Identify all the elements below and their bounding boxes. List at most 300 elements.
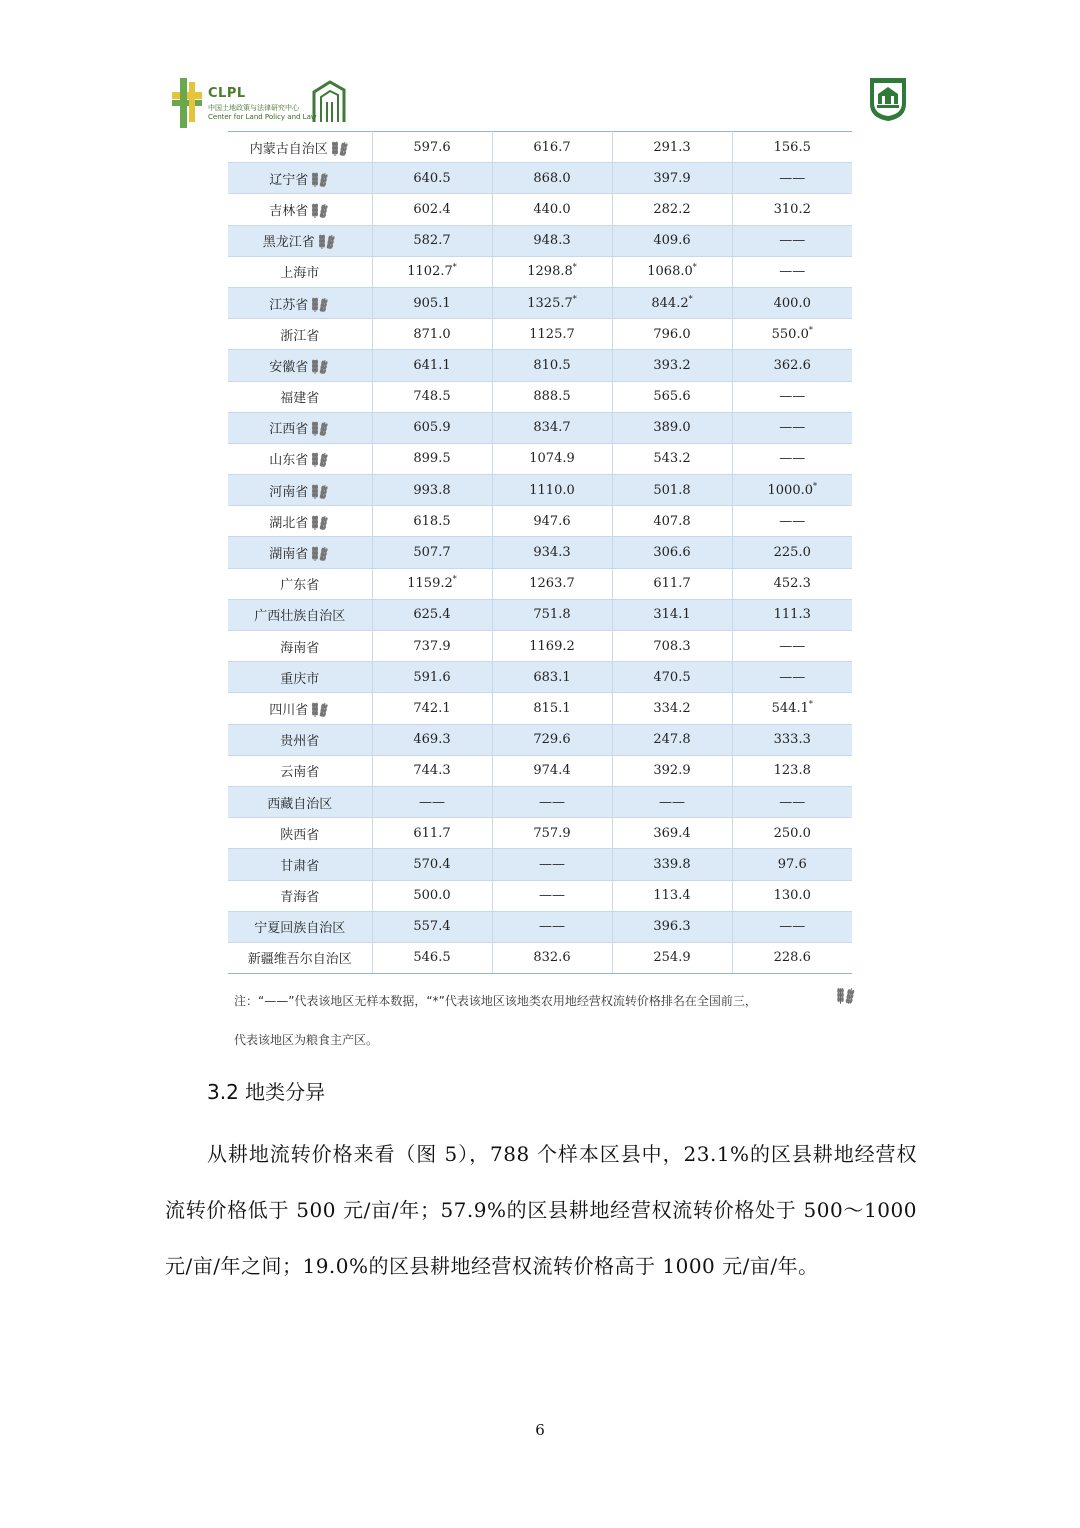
price-value: 1110.0	[529, 482, 575, 498]
price-cell	[492, 693, 612, 724]
price-value: 557.4	[413, 919, 451, 935]
table-row	[228, 319, 852, 350]
grain-wheat-icon	[310, 357, 330, 375]
table-row	[228, 849, 852, 880]
region-name: 贵州省	[280, 734, 320, 750]
price-value: 333.3	[773, 732, 811, 748]
grain-wheat-icon	[835, 985, 857, 1005]
price-value: 389.0	[653, 420, 691, 436]
price-value: 123.8	[773, 763, 811, 779]
region-name: 重庆市	[280, 671, 320, 687]
region-name: 吉林省	[269, 203, 309, 219]
price-value: 570.4	[413, 856, 451, 872]
price-value: 156.5	[773, 139, 811, 155]
region-cell	[228, 381, 372, 412]
price-cell	[372, 132, 492, 163]
price-value: 757.9	[533, 825, 571, 841]
price-cell	[372, 475, 492, 506]
region-cell	[228, 319, 372, 350]
region-cell	[228, 599, 372, 630]
price-cell	[732, 942, 852, 973]
table-row	[228, 350, 852, 381]
price-cell	[372, 693, 492, 724]
price-value: 291.3	[653, 139, 691, 155]
price-cell	[732, 225, 852, 256]
price-value: 546.5	[413, 950, 451, 966]
table-row	[228, 599, 852, 630]
price-value: 616.7	[533, 139, 571, 155]
price-value: 1169.2	[529, 638, 575, 654]
price-value: 247.8	[653, 732, 691, 748]
price-value: 611.7	[413, 825, 451, 841]
price-value: 832.6	[533, 950, 571, 966]
region-cell	[228, 506, 372, 537]
price-value: 641.1	[413, 357, 451, 373]
table-row	[228, 942, 852, 973]
top-three-marker: *	[572, 294, 577, 304]
price-cell	[612, 475, 732, 506]
price-cell	[612, 818, 732, 849]
price-value: 282.2	[653, 201, 691, 217]
price-cell	[372, 942, 492, 973]
price-value: 993.8	[413, 482, 451, 498]
table-row	[228, 786, 852, 817]
price-value: 452.3	[773, 576, 811, 592]
price-cell	[732, 599, 852, 630]
price-value: ——	[539, 794, 565, 810]
price-value: ——	[779, 919, 806, 935]
price-cell	[732, 537, 852, 568]
price-cell	[492, 475, 612, 506]
section-title: 3.2 地类分异	[207, 1080, 326, 1104]
price-cell	[612, 319, 732, 350]
price-value: 611.7	[653, 576, 691, 592]
price-value: ——	[539, 888, 565, 904]
top-three-marker: *	[572, 263, 577, 273]
price-value: 602.4	[413, 201, 451, 217]
price-cell	[372, 818, 492, 849]
table-row	[228, 724, 852, 755]
price-cell	[612, 350, 732, 381]
price-cell	[732, 662, 852, 693]
price-cell	[612, 287, 732, 318]
top-three-marker: *	[688, 294, 693, 304]
clpl-emblem-icon	[170, 72, 206, 130]
price-value: ——	[659, 794, 685, 810]
price-cell	[612, 537, 732, 568]
price-value: ——	[419, 794, 445, 810]
price-value: ——	[779, 389, 806, 405]
grain-wheat-icon	[310, 513, 330, 531]
price-value: 751.8	[533, 607, 571, 623]
price-value: 314.1	[653, 607, 691, 623]
price-cell	[612, 849, 732, 880]
price-value: 744.3	[413, 763, 451, 779]
table-row	[228, 132, 852, 163]
price-cell	[732, 506, 852, 537]
university-seal-icon	[868, 74, 908, 122]
price-value: 392.9	[653, 763, 691, 779]
price-cell	[612, 163, 732, 194]
price-value: 306.6	[653, 545, 691, 561]
logo-subtitle-cn: 中国土地政策与法律研究中心	[208, 104, 299, 112]
price-cell	[612, 631, 732, 662]
price-value: ——	[779, 451, 806, 467]
grain-wheat-icon	[310, 482, 330, 500]
price-cell	[732, 163, 852, 194]
region-name: 浙江省	[280, 328, 320, 344]
price-value: ——	[779, 420, 806, 436]
price-cell	[372, 786, 492, 817]
price-value: 905.1	[413, 295, 451, 311]
region-name: 青海省	[280, 890, 320, 906]
price-value: 1000.0	[767, 482, 813, 498]
price-value: 948.3	[533, 233, 571, 249]
price-cell	[372, 381, 492, 412]
table-row	[228, 225, 852, 256]
price-cell	[372, 537, 492, 568]
price-cell	[612, 942, 732, 973]
region-name: 黑龙江省	[262, 235, 315, 251]
region-cell	[228, 163, 372, 194]
price-value: 625.4	[413, 607, 451, 623]
region-name: 安徽省	[269, 359, 309, 375]
price-cell	[732, 693, 852, 724]
price-value: 407.8	[653, 513, 691, 529]
top-three-marker: *	[452, 574, 457, 584]
price-cell	[612, 880, 732, 911]
price-value: 397.9	[653, 170, 691, 186]
price-cell	[612, 755, 732, 786]
price-value: 591.6	[413, 669, 451, 685]
price-cell	[732, 818, 852, 849]
body-paragraph: 从耕地流转价格来看（图 5），788 个样本区县中，23.1%的区县耕地经营权流转价格低于 500 元/亩/年；57.9%的区县耕地经营权流转价格处于 500～1000 元/亩/年之间；19.0%的区县耕地经营权流转价格高于 1000 元/亩/年。	[165, 1142, 917, 1278]
price-cell	[612, 724, 732, 755]
grain-wheat-icon	[310, 170, 330, 188]
price-cell	[732, 568, 852, 599]
price-cell	[492, 287, 612, 318]
price-value: 111.3	[773, 607, 811, 623]
region-cell	[228, 537, 372, 568]
price-value: 708.3	[653, 638, 691, 654]
price-value: ——	[539, 919, 565, 935]
region-name: 江苏省	[269, 297, 309, 313]
price-value: 369.4	[653, 825, 691, 841]
price-cell	[612, 506, 732, 537]
price-value: 871.0	[413, 326, 451, 342]
table-row	[228, 287, 852, 318]
price-value: 640.5	[413, 170, 451, 186]
price-value: 1068.0	[647, 264, 693, 280]
price-value: 500.0	[413, 888, 451, 904]
region-cell	[228, 911, 372, 942]
price-cell	[612, 194, 732, 225]
top-three-marker: *	[692, 263, 697, 273]
price-cell	[372, 911, 492, 942]
region-name: 福建省	[280, 391, 320, 407]
price-cell	[732, 849, 852, 880]
region-name: 新疆维吾尔自治区	[247, 952, 352, 968]
price-value: 582.7	[413, 233, 451, 249]
region-cell	[228, 880, 372, 911]
price-cell	[492, 163, 612, 194]
price-value: 310.2	[773, 201, 811, 217]
price-value: 250.0	[773, 825, 811, 841]
table-row	[228, 693, 852, 724]
clpl-logo	[170, 72, 350, 130]
price-cell	[492, 568, 612, 599]
price-value: 974.4	[533, 763, 571, 779]
price-cell	[732, 350, 852, 381]
price-cell	[612, 381, 732, 412]
region-name: 山东省	[269, 453, 309, 469]
price-value: 400.0	[773, 295, 811, 311]
price-value: 810.5	[533, 357, 571, 373]
price-value: ——	[779, 170, 806, 186]
price-cell	[732, 786, 852, 817]
price-value: 334.2	[653, 700, 691, 716]
grain-wheat-icon	[310, 201, 330, 219]
price-value: 396.3	[653, 919, 691, 935]
price-value: 544.1	[771, 700, 809, 716]
building-logo-icon	[312, 80, 346, 124]
table-row	[228, 818, 852, 849]
price-cell	[372, 319, 492, 350]
region-cell	[228, 662, 372, 693]
price-cell	[492, 225, 612, 256]
price-cell	[492, 132, 612, 163]
price-value: 409.6	[653, 233, 691, 249]
price-value: ——	[779, 669, 806, 685]
price-cell	[372, 287, 492, 318]
price-cell	[372, 412, 492, 443]
price-cell	[372, 849, 492, 880]
price-cell	[492, 849, 612, 880]
price-cell	[612, 693, 732, 724]
table-note-line1: 注：“——”代表该地区无样本数据，“*”代表该地区该地类农用地经营权流转价格排名在全国前三，	[234, 994, 757, 1008]
price-value: 815.1	[533, 700, 571, 716]
price-cell	[372, 631, 492, 662]
table-row	[228, 163, 852, 194]
grain-wheat-icon	[330, 139, 350, 157]
price-cell	[492, 443, 612, 474]
region-cell	[228, 818, 372, 849]
price-value: ——	[779, 513, 806, 529]
price-value: 228.6	[773, 950, 811, 966]
price-value: 130.0	[773, 888, 811, 904]
price-value: 934.3	[533, 545, 571, 561]
region-cell	[228, 194, 372, 225]
price-value: 254.9	[653, 950, 691, 966]
region-name: 海南省	[280, 640, 320, 656]
price-value: 844.2	[651, 295, 689, 311]
price-cell	[492, 194, 612, 225]
region-cell	[228, 350, 372, 381]
top-three-marker: *	[808, 325, 813, 335]
region-cell	[228, 225, 372, 256]
price-value: ——	[779, 233, 806, 249]
price-cell	[732, 319, 852, 350]
price-value: 393.2	[653, 357, 691, 373]
table-row	[228, 194, 852, 225]
region-cell	[228, 568, 372, 599]
price-cell	[492, 381, 612, 412]
region-cell	[228, 412, 372, 443]
price-cell	[732, 256, 852, 287]
grain-wheat-icon	[310, 450, 330, 468]
region-name: 广东省	[280, 578, 320, 594]
price-cell	[372, 724, 492, 755]
price-cell	[732, 755, 852, 786]
region-name: 内蒙古自治区	[249, 141, 328, 157]
price-cell	[492, 506, 612, 537]
table-row	[228, 568, 852, 599]
price-cell	[372, 225, 492, 256]
price-value: 339.8	[653, 856, 691, 872]
price-value: 1102.7	[407, 264, 453, 280]
price-cell	[612, 599, 732, 630]
price-cell	[492, 942, 612, 973]
price-cell	[612, 443, 732, 474]
price-cell	[372, 599, 492, 630]
region-name: 甘肃省	[280, 858, 320, 874]
region-name: 湖南省	[269, 547, 309, 563]
price-cell	[612, 786, 732, 817]
price-cell	[492, 256, 612, 287]
price-value: 737.9	[413, 638, 451, 654]
price-cell	[492, 662, 612, 693]
price-value: 605.9	[413, 420, 451, 436]
price-cell	[492, 319, 612, 350]
price-cell	[492, 724, 612, 755]
price-value: 470.5	[653, 669, 691, 685]
price-cell	[732, 475, 852, 506]
table-row	[228, 256, 852, 287]
price-cell	[732, 631, 852, 662]
region-cell	[228, 942, 372, 973]
price-value: 796.0	[653, 326, 691, 342]
region-name: 四川省	[269, 702, 309, 718]
price-cell	[372, 256, 492, 287]
price-value: 834.7	[533, 420, 571, 436]
table-row	[228, 475, 852, 506]
price-value: ——	[539, 856, 565, 872]
grain-wheat-icon	[310, 419, 330, 437]
price-cell	[372, 350, 492, 381]
table-row	[228, 506, 852, 537]
price-value: 742.1	[413, 700, 451, 716]
price-cell	[492, 786, 612, 817]
price-cell	[492, 631, 612, 662]
table-row	[228, 662, 852, 693]
price-value: 501.8	[653, 482, 691, 498]
top-three-marker: *	[813, 481, 817, 491]
price-cell	[492, 880, 612, 911]
price-cell	[612, 911, 732, 942]
price-value: ——	[779, 638, 806, 654]
top-three-marker: *	[452, 263, 457, 273]
price-cell	[372, 163, 492, 194]
price-value: 469.3	[413, 732, 451, 748]
region-name: 江西省	[269, 422, 309, 438]
price-value: 888.5	[533, 389, 571, 405]
price-cell	[732, 724, 852, 755]
region-cell	[228, 849, 372, 880]
region-cell	[228, 786, 372, 817]
grain-wheat-icon	[310, 295, 330, 313]
price-value: 97.6	[777, 856, 807, 872]
price-value: 1125.7	[529, 326, 575, 342]
region-name: 湖北省	[269, 515, 309, 531]
region-cell	[228, 755, 372, 786]
table-row	[228, 911, 852, 942]
grain-wheat-icon	[317, 232, 337, 250]
table-note-line2: 代表该地区为粮食主产区。	[234, 1033, 379, 1047]
logo-title: CLPL	[208, 86, 246, 101]
price-cell	[372, 443, 492, 474]
price-cell	[732, 911, 852, 942]
grain-wheat-icon	[310, 544, 330, 562]
price-cell	[372, 880, 492, 911]
price-value: 618.5	[413, 513, 451, 529]
region-cell	[228, 724, 372, 755]
price-cell	[732, 132, 852, 163]
price-value: 543.2	[653, 451, 691, 467]
price-cell	[612, 225, 732, 256]
price-cell	[492, 755, 612, 786]
price-cell	[492, 818, 612, 849]
price-cell	[492, 412, 612, 443]
table-row	[228, 880, 852, 911]
region-cell	[228, 287, 372, 318]
price-value: 1074.9	[529, 451, 575, 467]
price-value: 729.6	[533, 732, 571, 748]
price-value: 362.6	[773, 357, 811, 373]
region-cell	[228, 693, 372, 724]
table-row	[228, 443, 852, 474]
price-cell	[372, 662, 492, 693]
price-cell	[372, 194, 492, 225]
price-cell	[612, 568, 732, 599]
price-table	[228, 131, 852, 974]
region-cell	[228, 631, 372, 662]
price-cell	[372, 506, 492, 537]
region-cell	[228, 443, 372, 474]
price-value: 1298.8	[527, 264, 573, 280]
price-value: 899.5	[413, 451, 451, 467]
price-cell	[372, 568, 492, 599]
price-value: 947.6	[533, 513, 571, 529]
region-name: 陕西省	[280, 827, 320, 843]
price-value: 1263.7	[529, 576, 575, 592]
price-value: 1325.7	[527, 295, 573, 311]
price-cell	[732, 287, 852, 318]
price-cell	[492, 911, 612, 942]
price-value: 113.4	[653, 888, 691, 904]
price-cell	[732, 412, 852, 443]
price-cell	[372, 755, 492, 786]
price-cell	[612, 132, 732, 163]
price-cell	[492, 537, 612, 568]
table-row	[228, 631, 852, 662]
table-row	[228, 537, 852, 568]
region-cell	[228, 132, 372, 163]
region-name: 宁夏回族自治区	[254, 921, 346, 937]
price-value: 868.0	[533, 170, 571, 186]
price-cell	[492, 599, 612, 630]
price-cell	[732, 443, 852, 474]
logo-subtitle-en: Center for Land Policy and Law	[208, 113, 317, 121]
